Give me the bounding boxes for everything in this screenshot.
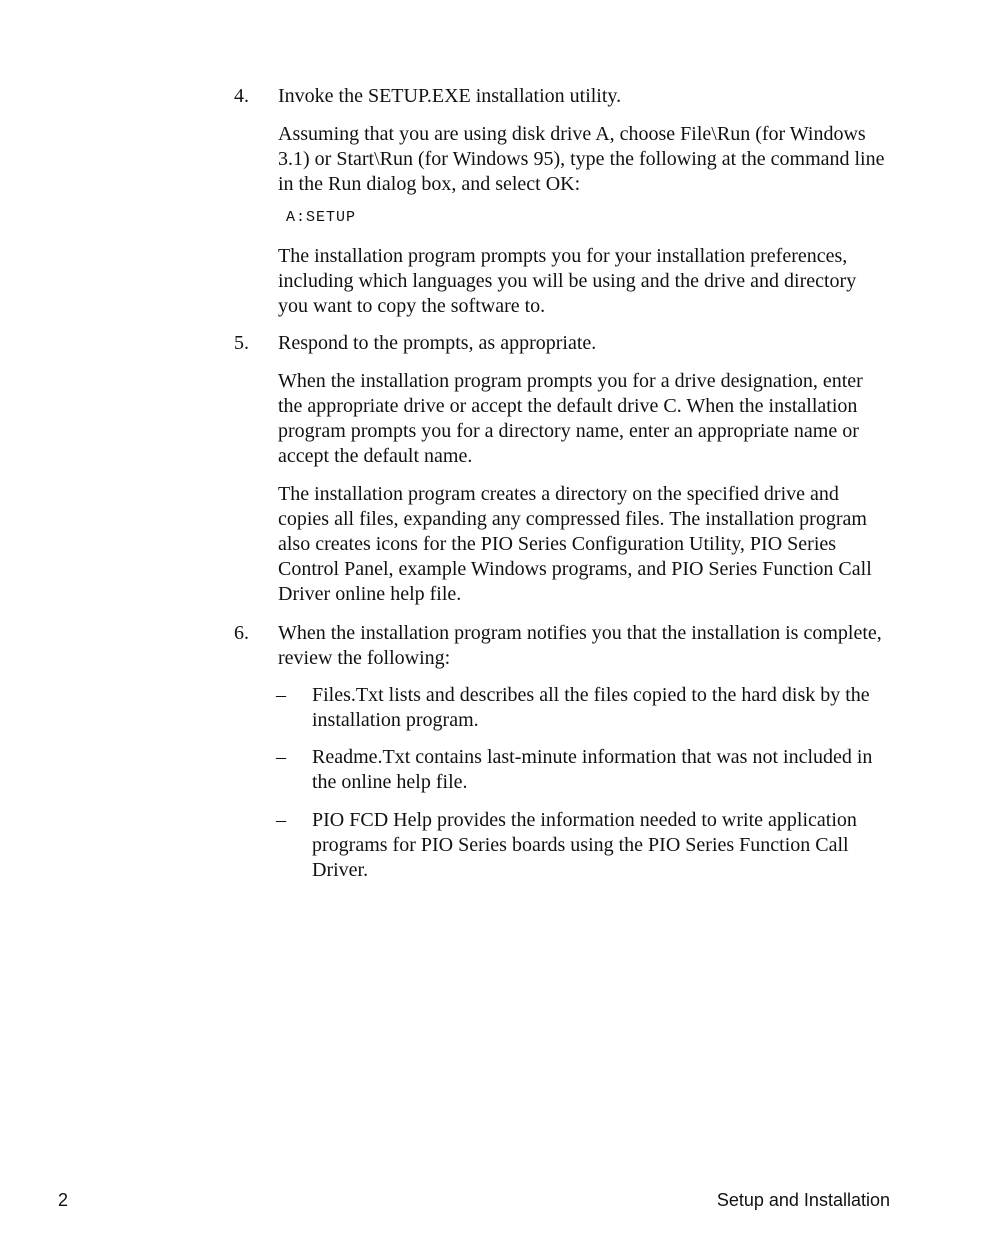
list-item-text: Readme.Txt contains last-minute information that was not included in the online help file. bbox=[312, 746, 873, 793]
step-number: 4. bbox=[234, 85, 249, 107]
page-number: 2 bbox=[58, 1190, 69, 1210]
dash-bullet: – bbox=[276, 809, 286, 831]
dash-bullet: – bbox=[276, 746, 286, 768]
step-title: When the installation program notifies you that the installation is complete, review the following: bbox=[278, 622, 882, 669]
list-item-text: Files.Txt lists and describes all the files copied to the hard disk by the installation program. bbox=[312, 684, 870, 731]
dash-bullet: – bbox=[276, 684, 286, 706]
step-4-paragraph-2: The installation program prompts you for your installation preferences, including which languages you will be using and the drive and directory you want to copy the software to. bbox=[278, 245, 857, 317]
step-number: 5. bbox=[234, 332, 249, 354]
step-number: 6. bbox=[234, 622, 249, 644]
step-4-paragraph-1: Assuming that you are using disk drive A, choose File\Run (for Windows 3.1) or Start\Run (for Windows 95), type the following at the command line in the Run dialog box, and select OK: bbox=[278, 123, 885, 195]
step-5-paragraph-2: The installation program creates a directory on the specified drive and copies all files, expanding any compressed files. The installation program also creates icons for the PIO Series Configuration Utility, PIO Series Control Panel, example Windows programs, and PIO Series Function Call Driver online help file. bbox=[278, 483, 872, 605]
list-item-text: PIO FCD Help provides the information needed to write application programs for PIO Series boards using the PIO Series Function Call Driver. bbox=[312, 809, 857, 881]
step-title: Respond to the prompts, as appropriate. bbox=[278, 332, 597, 354]
step-5-paragraph-1: When the installation program prompts you for a drive designation, enter the appropriate drive or accept the default drive C. When the installation program prompts you for a directory name, enter an appropriate name or accept the default name. bbox=[278, 370, 863, 467]
step-title: Invoke the SETUP.EXE installation utility. bbox=[278, 85, 622, 107]
section-title: Setup and Installation bbox=[716, 1190, 890, 1210]
command-line-code: A:SETUP bbox=[286, 209, 357, 226]
